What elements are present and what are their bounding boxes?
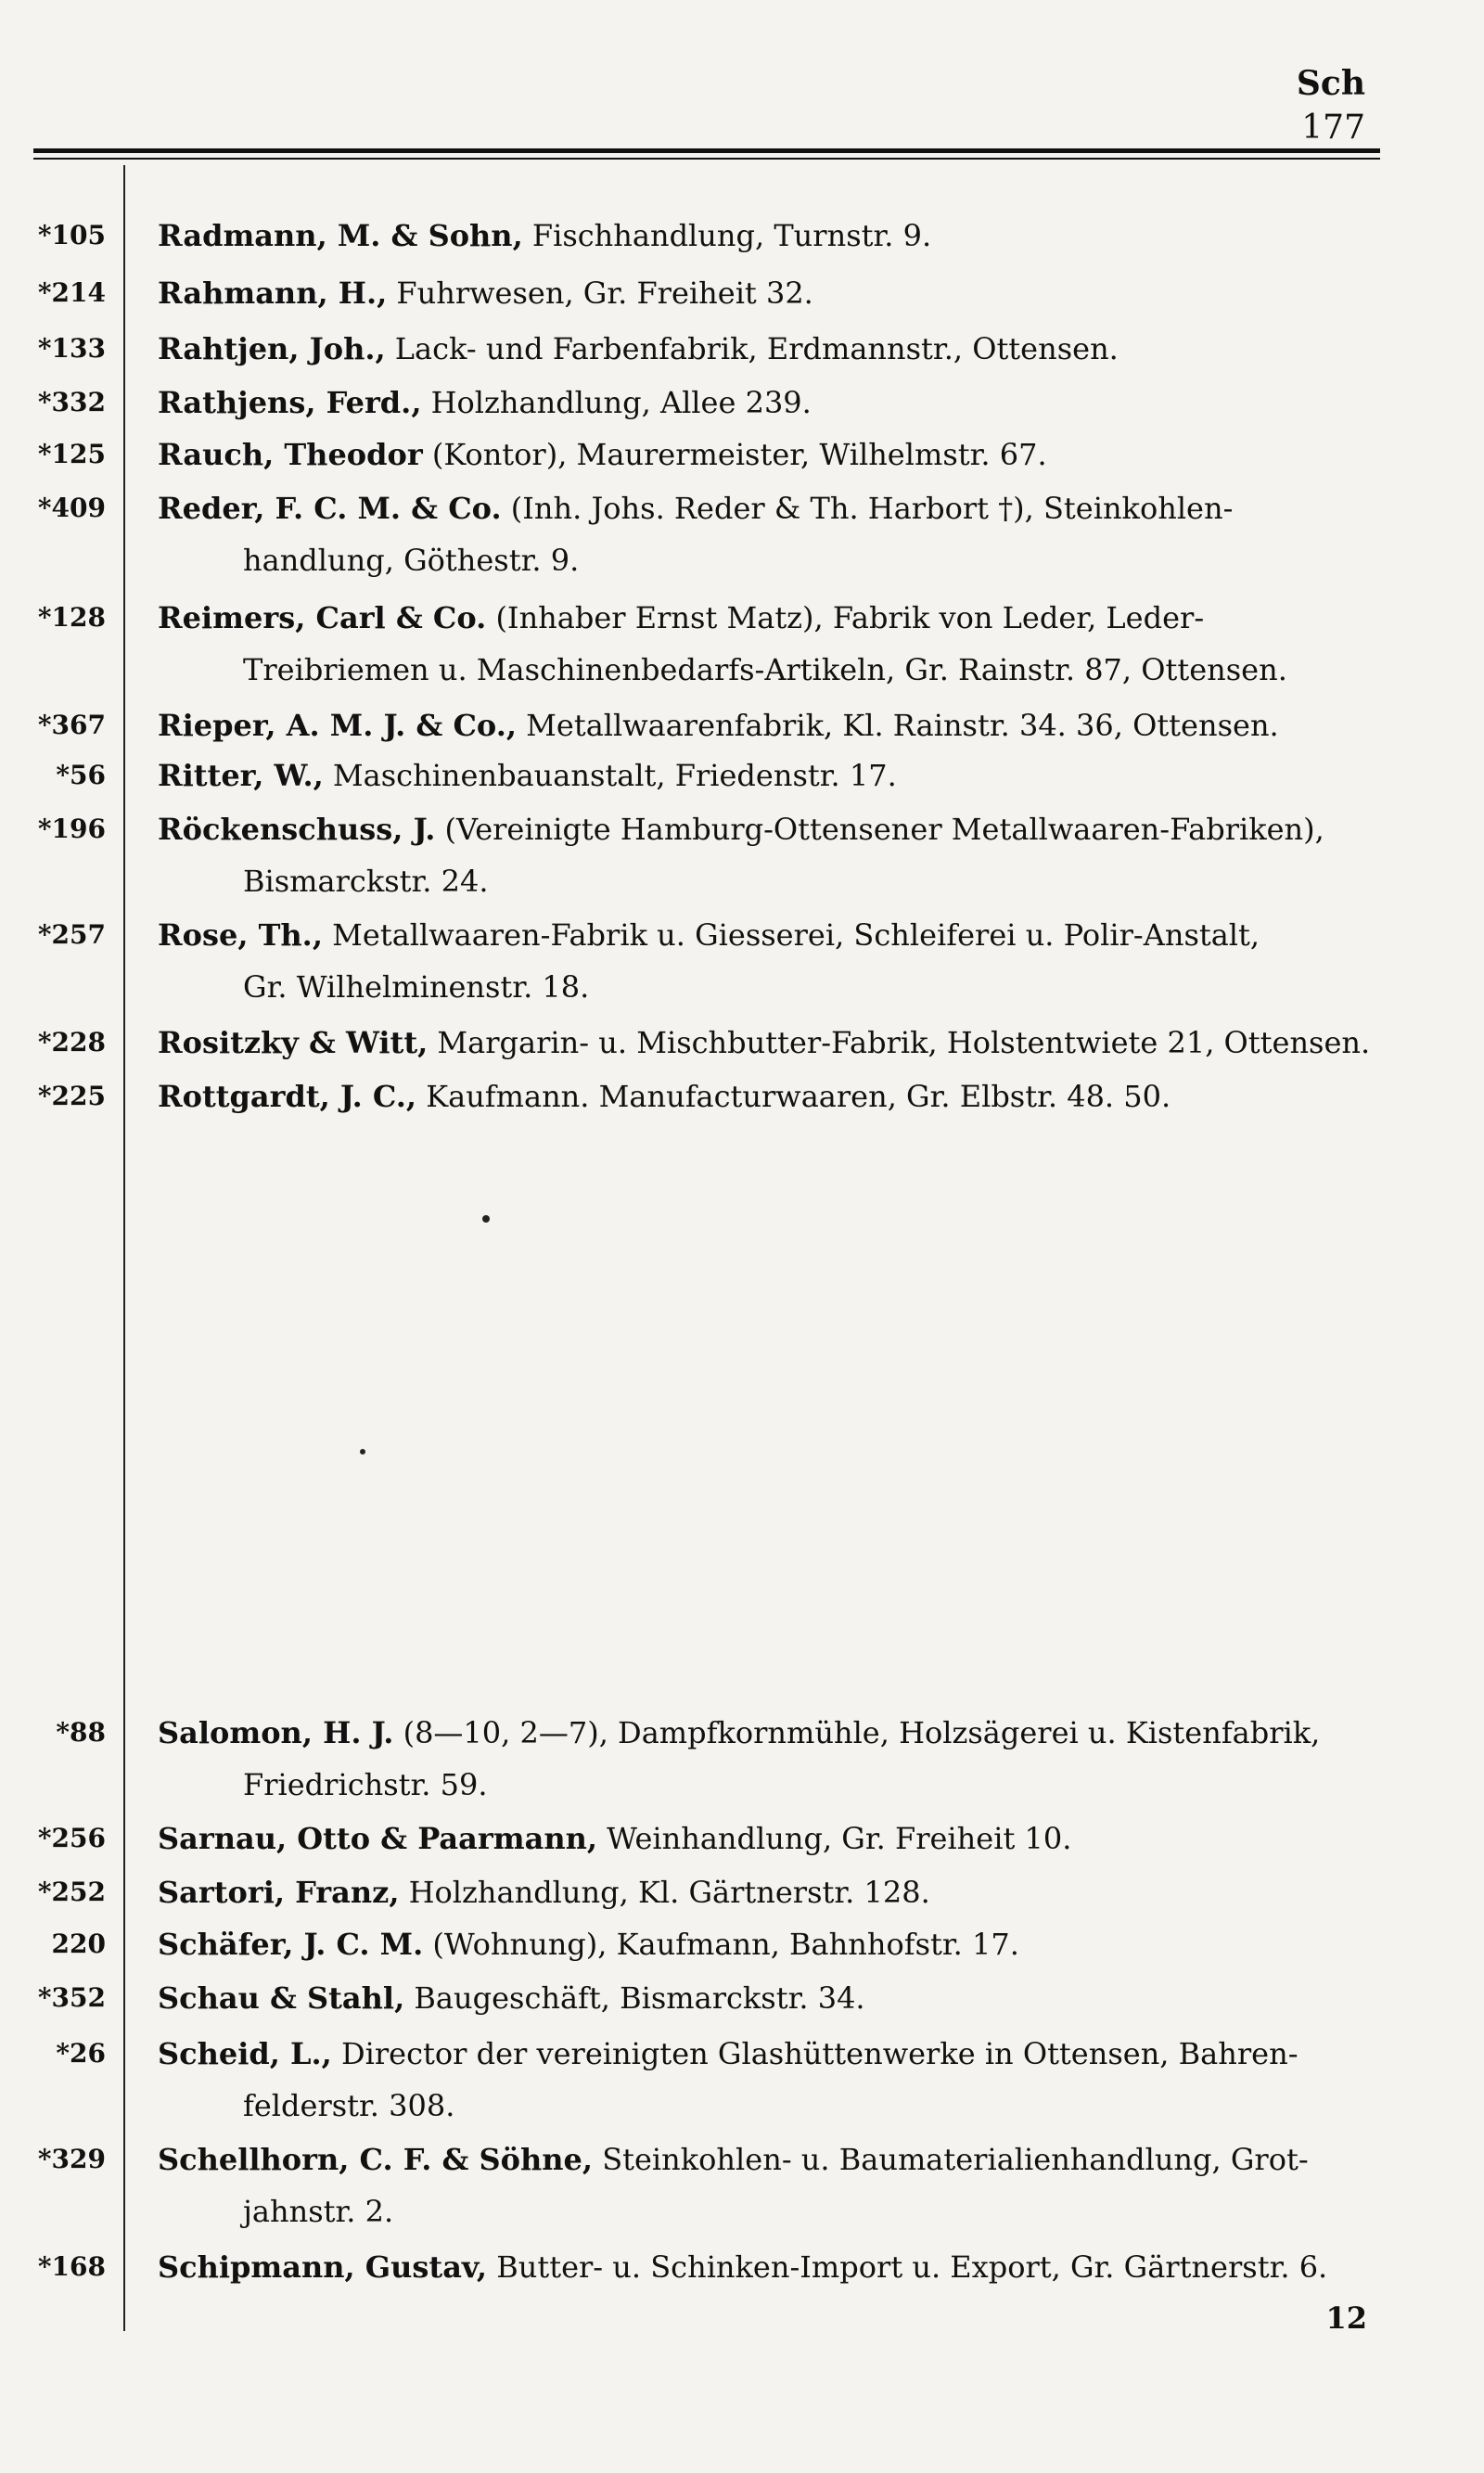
- entry-text: [158, 1866, 1401, 1918]
- entry-description: (Wohnung), Kaufmann, Bahnhofstr. 17.: [423, 1927, 1019, 1962]
- entry-continuation: jahnstr. 2.: [243, 2194, 394, 2229]
- header-rule-thin: [33, 158, 1380, 160]
- entry-number: *125: [37, 439, 106, 469]
- entry-name: Rahtjen, Joh.,: [158, 331, 386, 366]
- entry-text: [158, 2028, 1401, 2132]
- entry-number: *409: [37, 493, 106, 523]
- entry-text: [158, 429, 1401, 481]
- entry-description: Lack- und Farbenfabrik, Erdmannstr., Ottensen.: [385, 331, 1119, 366]
- entry-description: Holzhandlung, Allee 239.: [421, 385, 812, 420]
- entry-number: *26: [56, 2038, 106, 2069]
- entry-number: *168: [37, 2251, 106, 2282]
- entry-description: Metallwaaren-Fabrik u. Giesserei, Schleiferei u. Polir-Anstalt,: [322, 917, 1260, 953]
- entry-name: Sarnau, Otto & Paarmann,: [158, 1821, 597, 1856]
- entry-continuation: Bismarckstr. 24.: [243, 864, 489, 899]
- entry-description: Fuhrwesen, Gr. Freiheit 32.: [387, 275, 813, 311]
- entry-name: Scheid, L.,: [158, 2036, 332, 2071]
- entry-description: Baugeschäft, Bismarckstr. 34.: [404, 1980, 865, 2016]
- entry-continuation: felderstr. 308.: [243, 2088, 455, 2123]
- print-speck: [360, 1449, 365, 1454]
- entry-text: [158, 267, 1401, 319]
- entry-number: *257: [37, 919, 106, 950]
- entry-name: Rositzky & Witt,: [158, 1025, 429, 1060]
- entry-number: *256: [37, 1823, 106, 1853]
- entry-description: Fischhandlung, Turnstr. 9.: [522, 218, 932, 253]
- entry-continuation: Treibriemen u. Maschinenbedarfs-Artikeln, Gr. Rainstr. 87, Ottensen.: [243, 652, 1287, 687]
- entry-name: Radmann, M. & Sohn,: [158, 218, 523, 253]
- entry-text: [158, 323, 1401, 375]
- entry-text: [158, 2241, 1401, 2293]
- entry-name: Rathjens, Ferd.,: [158, 385, 422, 420]
- section-header: Sch: [1296, 64, 1365, 103]
- footer-number: 12: [1325, 2300, 1367, 2336]
- entry-text: [158, 2133, 1401, 2237]
- entry-text: [158, 1813, 1401, 1864]
- entry-description: (Inh. Johs. Reder & Th. Harbort †), Steinkohlen-: [501, 491, 1234, 526]
- entry-name: Schäfer, J. C. M.: [158, 1927, 424, 1962]
- page-number: 177: [1301, 109, 1365, 147]
- entry-text: [158, 1707, 1401, 1811]
- entry-number: *88: [56, 1717, 106, 1748]
- entry-text: [158, 482, 1401, 586]
- entry-name: Reimers, Carl & Co.: [158, 600, 487, 635]
- entry-number: *252: [37, 1877, 106, 1907]
- entry-description: Holzhandlung, Kl. Gärtnerstr. 128.: [399, 1875, 930, 1910]
- entry-description: Margarin- u. Mischbutter-Fabrik, Holstentwiete 21, Ottensen.: [428, 1025, 1371, 1060]
- entry-number: 220: [51, 1928, 106, 1959]
- entry-number: *228: [37, 1027, 106, 1057]
- entry-continuation: handlung, Göthestr. 9.: [243, 543, 580, 578]
- entry-text: [158, 699, 1401, 751]
- entry-name: Rahmann, H.,: [158, 275, 388, 311]
- entry-name: Rose, Th.,: [158, 917, 323, 953]
- entry-number: *225: [37, 1081, 106, 1111]
- entry-text: [158, 803, 1401, 907]
- entry-number: *367: [37, 710, 106, 740]
- entry-description: Metallwaarenfabrik, Kl. Rainstr. 34. 36, Ottensen.: [516, 708, 1279, 743]
- entry-number: *214: [37, 277, 106, 308]
- entry-description: (Vereinigte Hamburg-Ottensener Metallwaaren-Fabriken),: [435, 812, 1324, 847]
- entry-number: *128: [37, 602, 106, 633]
- header-rule-thick: [33, 148, 1380, 153]
- entry-text: [158, 1972, 1401, 2024]
- entry-description: Maschinenbauanstalt, Friedenstr. 17.: [323, 758, 897, 793]
- entry-name: Rieper, A. M. J. & Co.,: [158, 708, 517, 743]
- entry-name: Sartori, Franz,: [158, 1875, 400, 1910]
- entry-text: [158, 1017, 1401, 1069]
- entry-description: Butter- u. Schinken-Import u. Export, Gr. Gärtnerstr. 6.: [487, 2249, 1328, 2285]
- entry-number: *329: [37, 2144, 106, 2174]
- entry-text: [158, 377, 1401, 429]
- column-divider: [123, 165, 125, 2331]
- entry-text: [158, 909, 1401, 1013]
- entry-name: Röckenschuss, J.: [158, 812, 436, 847]
- entry-name: Salomon, H. J.: [158, 1715, 394, 1750]
- entry-text: [158, 1918, 1401, 1970]
- entry-name: Reder, F. C. M. & Co.: [158, 491, 502, 526]
- entry-text: [158, 592, 1401, 696]
- entry-name: Schipmann, Gustav,: [158, 2249, 488, 2285]
- entry-description: (Inhaber Ernst Matz), Fabrik von Leder, Leder-: [486, 600, 1205, 635]
- entry-number: *105: [37, 220, 106, 250]
- print-speck: [482, 1215, 490, 1223]
- entry-description: Kaufmann. Manufacturwaaren, Gr. Elbstr. 48. 50.: [416, 1079, 1171, 1114]
- entry-name: Schellhorn, C. F. & Söhne,: [158, 2142, 594, 2177]
- entry-description: Steinkohlen- u. Baumaterialienhandlung, Grot-: [593, 2142, 1309, 2177]
- entry-number: *332: [37, 387, 106, 417]
- entry-continuation: Friedrichstr. 59.: [243, 1767, 488, 1802]
- entry-name: Schau & Stahl,: [158, 1980, 405, 2016]
- entry-number: *56: [56, 760, 106, 790]
- entry-name: Ritter, W.,: [158, 758, 324, 793]
- entry-text: [158, 750, 1401, 801]
- entry-name: Rauch, Theodor: [158, 437, 423, 472]
- entry-description: Director der vereinigten Glashüttenwerke in Ottensen, Bahren-: [331, 2036, 1298, 2071]
- entry-text: [158, 210, 1401, 262]
- entry-description: (8—10, 2—7), Dampfkornmühle, Holzsägerei u. Kistenfabrik,: [393, 1715, 1321, 1750]
- entry-name: Rottgardt, J. C.,: [158, 1079, 417, 1114]
- entry-description: Weinhandlung, Gr. Freiheit 10.: [597, 1821, 1072, 1856]
- entry-text: [158, 1070, 1401, 1122]
- entry-number: *352: [37, 1982, 106, 2013]
- entry-continuation: Gr. Wilhelminenstr. 18.: [243, 969, 590, 1005]
- entry-description: (Kontor), Maurermeister, Wilhelmstr. 67.: [422, 437, 1047, 472]
- entry-number: *196: [37, 814, 106, 844]
- entry-number: *133: [37, 333, 106, 364]
